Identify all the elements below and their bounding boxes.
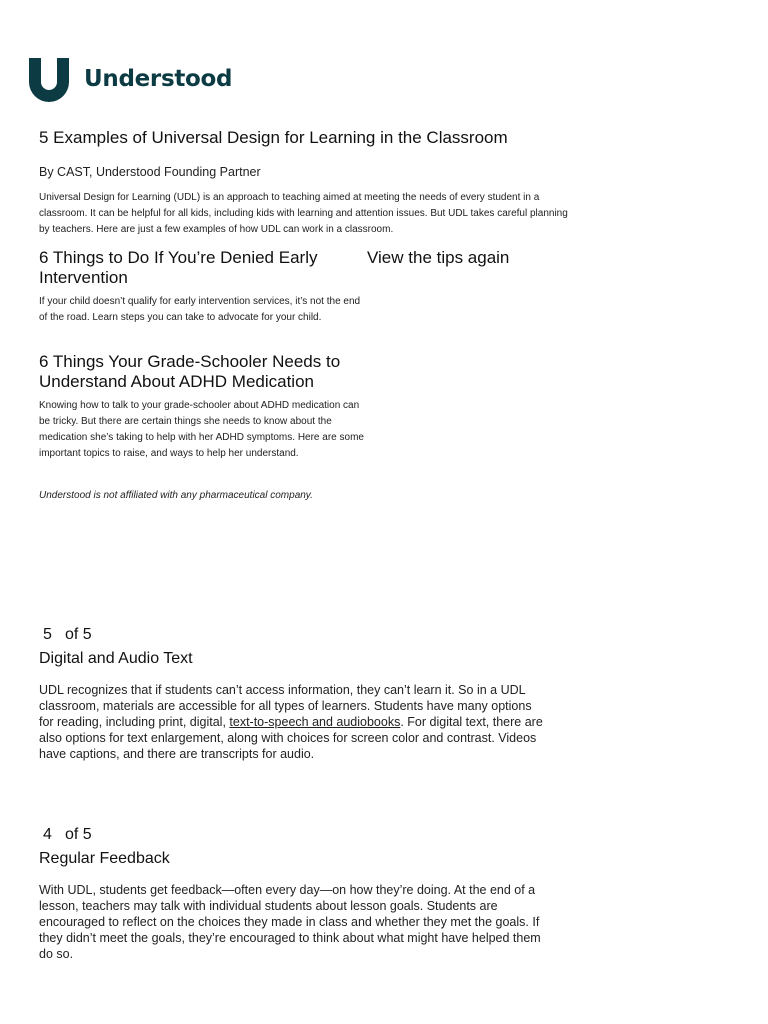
section-body-text: UDL recognizes that if students can’t access information, they can’t learn it. So in a UDL classroom, materials are accessible for all types of learners. Students have many options for reading, including print, digital, xyxy=(39,683,532,729)
text-to-speech-link[interactable]: text-to-speech and audiobooks xyxy=(229,715,401,729)
brand-name: Understood xyxy=(84,66,233,92)
slide-number: 5 xyxy=(43,626,52,643)
understood-logo[interactable] xyxy=(26,56,232,102)
article-byline: By CAST, Understood Founding Partner xyxy=(39,165,261,179)
section-title: Regular Feedback xyxy=(39,850,170,867)
section-body-text: . For digital text, there are also options for text enlargement, along with choices for screen color and contrast. Videos have captions, and there are transcripts for audio. xyxy=(39,715,543,761)
pharma-disclaimer: Understood is not affiliated with any pharmaceutical company. xyxy=(39,490,313,501)
section-body: With UDL, students get feedback—often every day—on how they’re doing. At the end of a lesson, teachers may talk with individual students about lesson goals. Students are encouraged to reflect on the choices they made in class and whether they met the goals. If they didn’t meet the goals, they’re encouraged to think about what might have helped them do so. xyxy=(39,883,541,961)
section-body xyxy=(39,682,544,762)
slide-counter xyxy=(39,826,92,844)
understood-u-logo-icon xyxy=(26,56,72,102)
section-title: Digital and Audio Text xyxy=(39,650,193,667)
slide-number: 4 xyxy=(43,826,52,843)
article-title: 5 Examples of Universal Design for Learning in the Classroom xyxy=(39,128,508,147)
related-article-summary: Knowing how to talk to your grade-schooler about ADHD medication can be tricky. But there are certain things she needs to know about the medication she’s taking to help with her ADHD symptoms. Here are some important topics to raise, and ways to help her understand. xyxy=(39,400,364,459)
article-intro: Universal Design for Learning (UDL) is an approach to teaching aimed at meeting the needs of every student in a classroom. It can be helpful for all kids, including kids with learning and attention issues. But UDL takes careful planning by teachers. Here are just a few examples of how UDL can work in a classroom. xyxy=(39,192,568,235)
slide-counter xyxy=(39,626,92,644)
view-tips-again-link[interactable]: View the tips again xyxy=(367,248,510,267)
related-article-summary: If your child doesn’t qualify for early intervention services, it’s not the end of the road. Learn steps you can take to advocate for your child. xyxy=(39,296,361,323)
related-article-title[interactable]: 6 Things Your Grade-Schooler Needs to Understand About ADHD Medication xyxy=(39,352,341,391)
slide-total: of 5 xyxy=(65,826,92,843)
slide-total: of 5 xyxy=(65,626,92,643)
related-article-title[interactable]: 6 Things to Do If You’re Denied Early Intervention xyxy=(39,248,318,287)
